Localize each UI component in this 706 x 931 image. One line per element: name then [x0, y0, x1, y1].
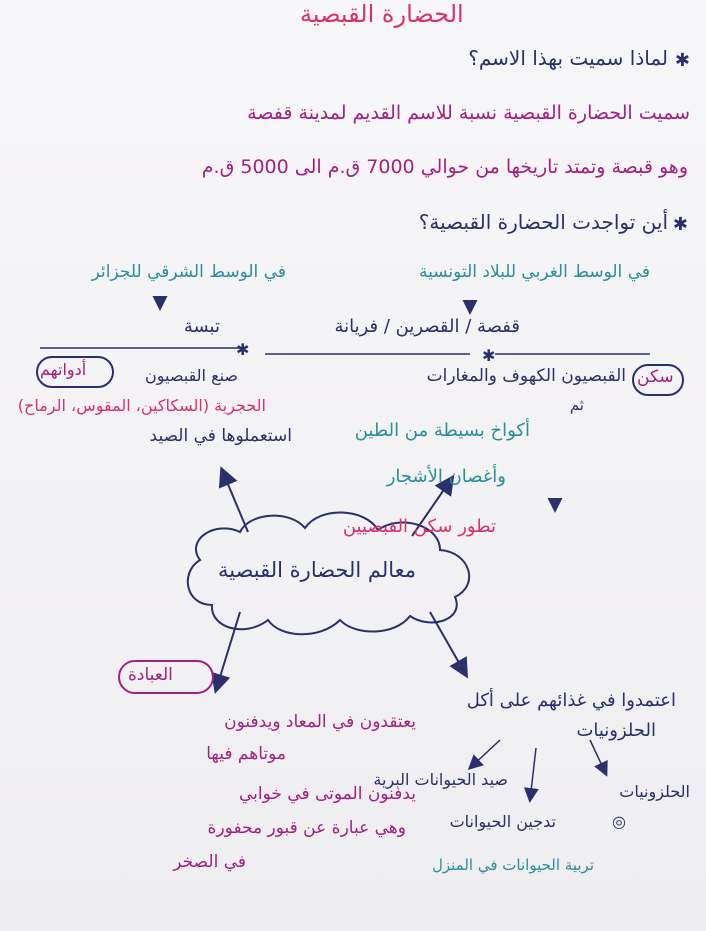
page-title: الحضارة القبصية	[300, 0, 464, 28]
worship-text-1: يعتقدون في المعاد ويدفنون	[224, 712, 416, 732]
question-location: أين تواجدت الحضارة القبصية؟	[418, 210, 668, 234]
answer-line-1: سميت الحضارة القبصية نسبة للاسم القديم لمدينة قفصة	[247, 102, 690, 124]
tools-text-2: الحجرية (السكاكين، المقوس، الرماح)	[17, 396, 266, 415]
worship-label: العبادة	[128, 665, 173, 685]
location-tunisia: في الوسط الغربي للبلاد التونسية	[419, 262, 650, 282]
housing-text-2: أكواخ بسيطة من الطين	[354, 420, 530, 441]
worship-text-4: وهي عبارة عن قبور محفورة	[207, 818, 406, 838]
worship-text-5: في الصخر	[173, 852, 246, 872]
food-text-1: اعتمدوا في غذائهم على أكل	[466, 690, 676, 711]
food-branch-hunting: صيد الحيوانات البرية	[373, 770, 508, 789]
question-name-origin: لماذا سميت بهذا الاسم؟	[468, 46, 668, 70]
location-algeria: في الوسط الشرقي للجزائر	[91, 262, 286, 282]
housing-label: سكن	[637, 367, 674, 387]
star-icon: ✱	[236, 340, 250, 359]
food-branch-domestication: تدجين الحيوانات	[449, 812, 556, 831]
bullet-icon: ✱	[674, 50, 690, 71]
housing-result: تطور سكن القبصيين	[342, 516, 496, 537]
food-text-2: الحلزونيات	[576, 720, 656, 741]
star-icon: ✱	[482, 346, 496, 365]
housing-text-3: وأغصان الأشجار	[386, 466, 506, 487]
worship-text-3: يدفنون الموتى في خوابي	[238, 784, 416, 804]
tools-text-1: صنع القبصيون	[145, 366, 238, 385]
tools-text-3: استعملوها في الصيد	[149, 426, 292, 446]
food-branch-snails: الحلزونيات	[619, 782, 690, 801]
housing-then: ثم	[569, 396, 584, 414]
housing-text: القبصيون الكهوف والمغارات	[426, 366, 626, 386]
tunisia-cities: قفصة / القصرين / فريانة	[334, 316, 520, 337]
algeria-city: تبسة	[183, 316, 220, 337]
bullet-icon: ✱	[672, 214, 688, 235]
center-title: معالم الحضارة القبصية	[218, 558, 417, 582]
answer-line-2: وهو قبصة وتمتد تاريخها من حوالي 7000 ق.م الى 5000 ق.م	[201, 156, 688, 178]
circled-mark-icon: ◎	[612, 812, 626, 831]
tools-label: أدواتهم	[40, 360, 87, 379]
worship-text-2: موتاهم فيها	[206, 744, 286, 764]
food-branch-domestication-detail: تربية الحيوانات في المنزل	[431, 856, 594, 874]
